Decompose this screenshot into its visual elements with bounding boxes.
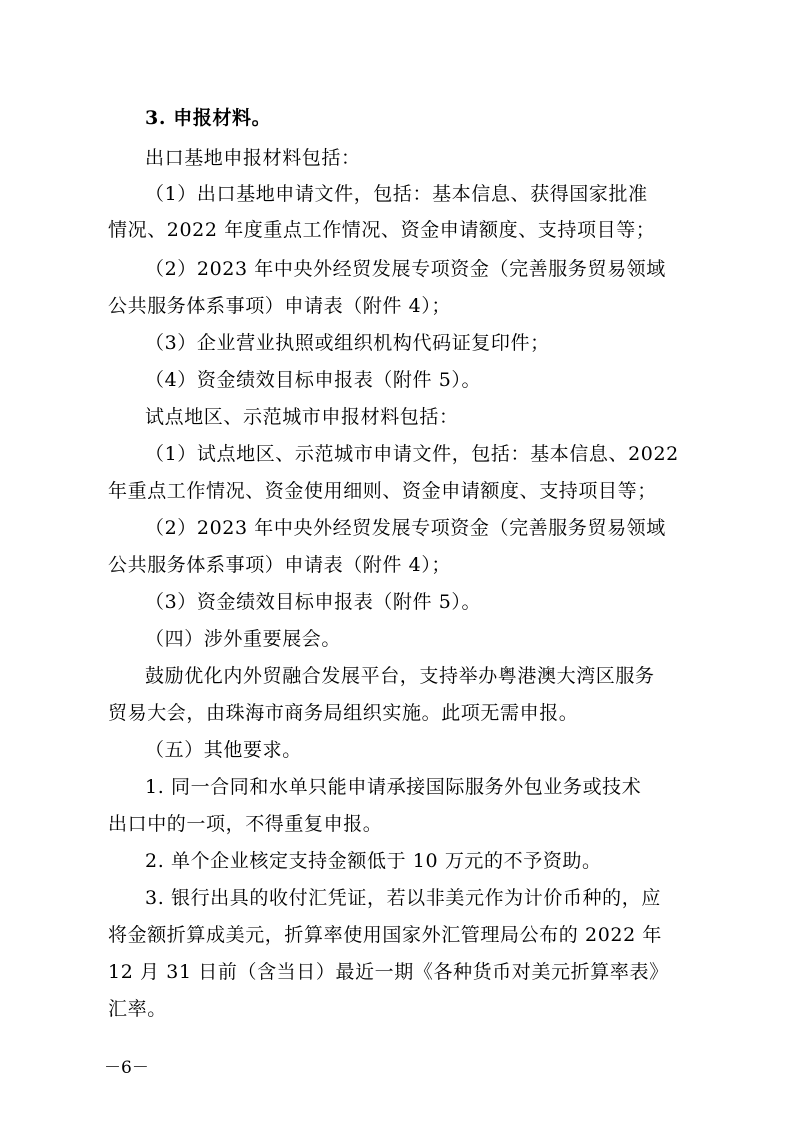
paragraph-line: （2）2023 年中央外经贸发展专项资金（完善服务贸易领域 <box>145 517 666 539</box>
section-heading-other-requirements: （五）其他要求。 <box>145 739 302 761</box>
paragraph-line: 试点地区、示范城市申报材料包括： <box>145 406 459 428</box>
paragraph-line: 鼓励优化内外贸融合发展平台，支持举办粤港澳大湾区服务 <box>145 665 655 687</box>
paragraph-line: （4）资金绩效目标申报表（附件 5）。 <box>145 369 482 391</box>
paragraph-line: （1）出口基地申请文件，包括：基本信息、获得国家批准 <box>145 183 648 205</box>
paragraph-line: （1）试点地区、示范城市申请文件，包括：基本信息、2022 <box>145 443 679 465</box>
paragraph-line: 情况、2022 年度重点工作情况、资金申请额度、支持项目等； <box>108 219 656 241</box>
section-heading-foreign-exhibitions: （四）涉外重要展会。 <box>145 628 342 650</box>
paragraph-line: 2. 单个企业核定支持金额低于 10 万元的不予资助。 <box>145 850 602 872</box>
paragraph-line: 1. 同一合同和水单只能申请承接国际服务外包业务或技术 <box>145 776 642 798</box>
paragraph-line: 12 月 31 日前（含当日）最近一期《各种货币对美元折算率表》 <box>108 961 669 983</box>
paragraph-line: 公共服务体系事项）申请表（附件 4）； <box>108 295 452 317</box>
paragraph-line: 汇率。 <box>108 998 167 1020</box>
paragraph-line: （2）2023 年中央外经贸发展专项资金（完善服务贸易领域 <box>145 258 666 280</box>
page-number: －6－ <box>104 1058 149 1078</box>
paragraph-line: 公共服务体系事项）申请表（附件 4）； <box>108 554 452 576</box>
paragraph-line: 出口中的一项，不得重复申报。 <box>108 813 383 835</box>
paragraph-line: （3）资金绩效目标申报表（附件 5）。 <box>145 591 482 613</box>
paragraph-line: （3）企业营业执照或组织机构代码证复印件； <box>145 332 550 354</box>
paragraph-line: 将金额折算成美元，折算率使用国家外汇管理局公布的 2022 年 <box>108 924 663 946</box>
paragraph-line: 年重点工作情况、资金使用细则、资金申请额度、支持项目等； <box>108 480 657 502</box>
paragraph-line: 3. 银行出具的收付汇凭证，若以非美元作为计价币种的，应 <box>145 887 661 909</box>
paragraph-line: 出口基地申报材料包括： <box>145 147 361 169</box>
section-heading-application-materials: 3. 申报材料。 <box>145 107 272 129</box>
paragraph-line: 贸易大会，由珠海市商务局组织实施。此项无需申报。 <box>108 702 579 724</box>
